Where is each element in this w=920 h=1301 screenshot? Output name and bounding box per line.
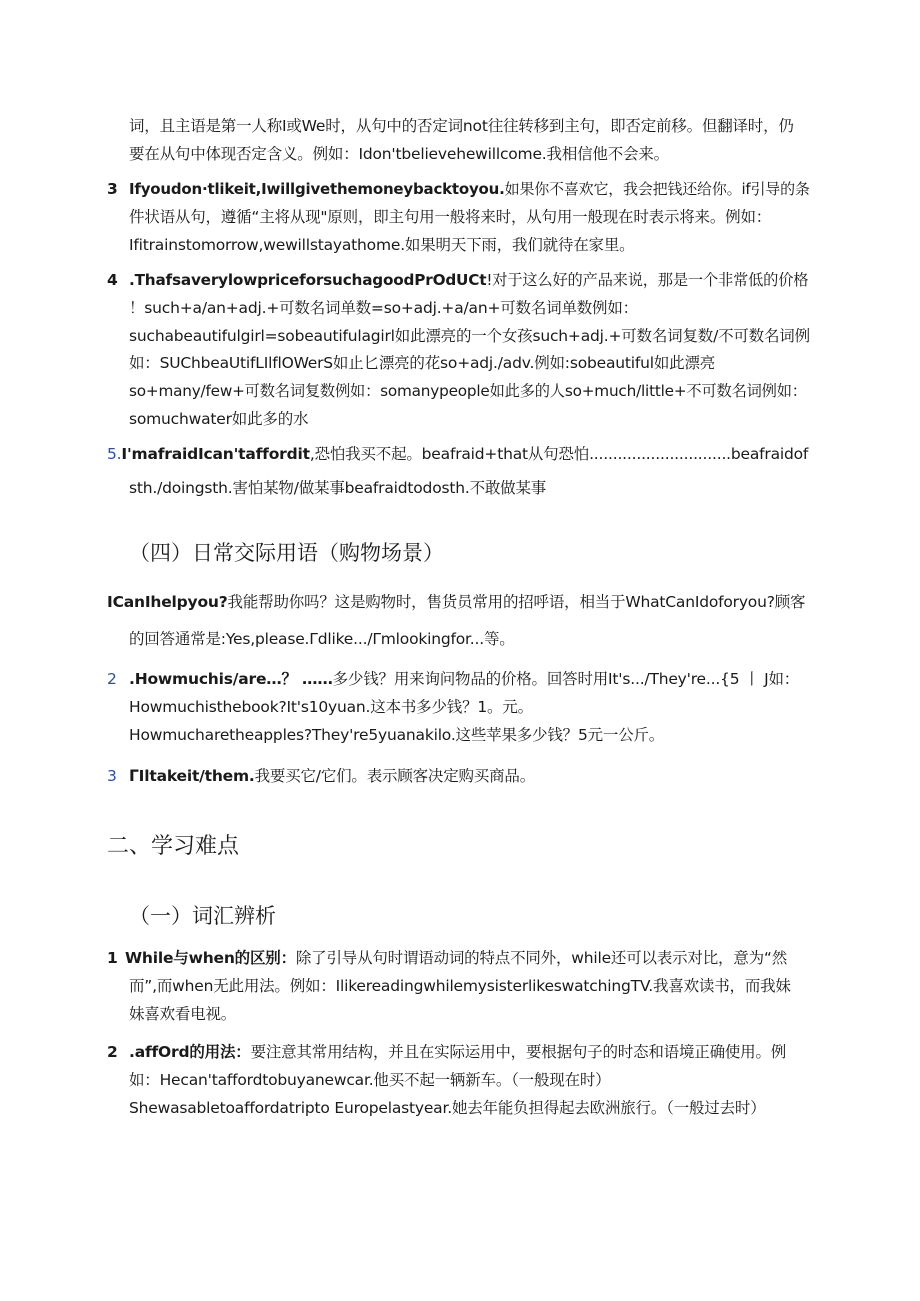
paragraph-line: 要在从句中体现否定含义。例如：Idon'tbelievehewillcome.我相信他不会来。	[129, 145, 669, 163]
list-item-line: so+many/few+可数名词复数例如：somanypeople如此多的人so+much/little+不可数名词例如：	[129, 382, 807, 400]
key-sentence: ICanIhelpyou?	[107, 593, 228, 611]
explanation-text: 除了引导从句时谓语动词的特点不同外，while还可以表示对比，意为“然	[295, 949, 788, 967]
list-item-line: 而”,而when无此用法。例如：IlikereadingwhilemysisterlikeswatchingTV.我喜欢读书，而我妹	[129, 977, 791, 995]
list-item-line: sth./doingsth.害怕某物/做某事beafraidtodosth.不敢做某事	[129, 479, 547, 497]
list-item-line	[129, 270, 808, 290]
list-item-line: 件状语从句，遵循“主将从现"原则，即主句用一般将来时，从句用一般现在时表示将来。例如：	[129, 208, 772, 226]
list-item-line	[129, 669, 799, 689]
explanation-text: ,恐怕我买不起。beafraid+that从句恐怕..............................beafraidof	[309, 445, 809, 463]
list-item-line: 如：Hecan'taffordtobuyanewcar.他买不起一辆新车。（一般现在时）	[129, 1071, 611, 1089]
chapter-heading: 二、学习难点	[107, 834, 240, 859]
key-sentence: .ThafsaverylowpriceforsuchagoodPrOdUCt	[129, 271, 487, 289]
list-number: 2	[107, 670, 117, 688]
list-item-line	[107, 592, 805, 612]
list-number: 3	[107, 180, 118, 198]
section-heading: （一）词汇辨析	[129, 904, 276, 928]
list-item-line	[129, 766, 535, 786]
list-item-line: suchabeautifulgirl=sobeautifulagirl如此漂亮的一个女孩such+adj.+可数名词复数/不可数名词例	[129, 327, 810, 345]
list-number: 2	[107, 1043, 118, 1061]
list-item-line: 如：SUChbeaUtifLIlflOWerS如止匕漂亮的花so+adj./adv.例如:sobeautiful如此漂亮	[129, 354, 716, 372]
list-item-line: somuchwater如此多的水	[129, 410, 309, 428]
explanation-text: 多少钱？用来询问物品的价格。回答时用It's.../They're...{5 丨 J如：	[332, 670, 800, 688]
list-item-line: ！such+a/an+adj.+可数名词单数=so+adj.+a/an+可数名词单数例如：	[129, 299, 638, 317]
key-sentence: .affOrd的用法：	[129, 1043, 251, 1061]
key-sentence: I'mafraidIcan'taffordit	[121, 445, 310, 463]
explanation-text: 我能帮助你吗？这是购物时，售货员常用的招呼语，相当于WhatCanIdoforyou?顾客	[227, 593, 806, 611]
list-item-line	[125, 948, 787, 968]
explanation-text: !对于这么好的产品来说，那是一个非常低的价格	[486, 271, 809, 289]
list-item-line: Howmuchisthebook?It's10yuan.这本书多少钱？1。元。	[129, 698, 533, 716]
list-item-line	[107, 444, 808, 464]
list-number: 4	[107, 271, 118, 289]
list-item-line: Ifitrainstomorrow,wewillstayathome.如果明天下雨，我们就待在家里。	[129, 236, 635, 254]
list-item-line: Howmucharetheapples?They're5yuanakilo.这些苹果多少钱？5元一公斤。	[129, 726, 665, 744]
paragraph-line: 词，且主语是第一人称I或We时，从句中的否定词not往往转移到主句，即否定前移。但翻译时，仍	[129, 117, 794, 135]
explanation-text: 要注意其常用结构，并且在实际运用中，要根据句子的时态和语境正确使用。例	[250, 1043, 787, 1061]
section-heading: （四）日常交际用语（购物场景）	[129, 541, 444, 565]
list-item-line: 妹喜欢看电视。	[129, 1005, 237, 1023]
list-number: 3	[107, 767, 117, 785]
list-item-line: 的回答通常是:Yes,please.Γdlike.../Γmlookingfor...等。	[129, 630, 515, 648]
key-sentence: ΓIltakeit/them.	[129, 767, 255, 785]
list-number: 1	[107, 949, 118, 967]
list-item-line	[129, 179, 810, 199]
list-item-line	[129, 1042, 786, 1062]
list-number: 5.	[107, 445, 122, 463]
explanation-text: 如果你不喜欢它，我会把钱还给你。if引导的条	[504, 180, 810, 198]
explanation-text: 我要买它/它们。表示顾客决定购买商品。	[254, 767, 536, 785]
key-sentence: While与when的区别：	[125, 949, 296, 967]
key-sentence: Ifyoudon·tlikeit,Iwillgivethemoneybacktoyou.	[129, 180, 505, 198]
key-sentence: .Howmuchis/are…？ ……	[129, 670, 333, 688]
list-item-line: Shewasabletoaffordatripto Europelastyear.她去年能负担得起去欧洲旅行。（一般过去时）	[129, 1099, 766, 1117]
